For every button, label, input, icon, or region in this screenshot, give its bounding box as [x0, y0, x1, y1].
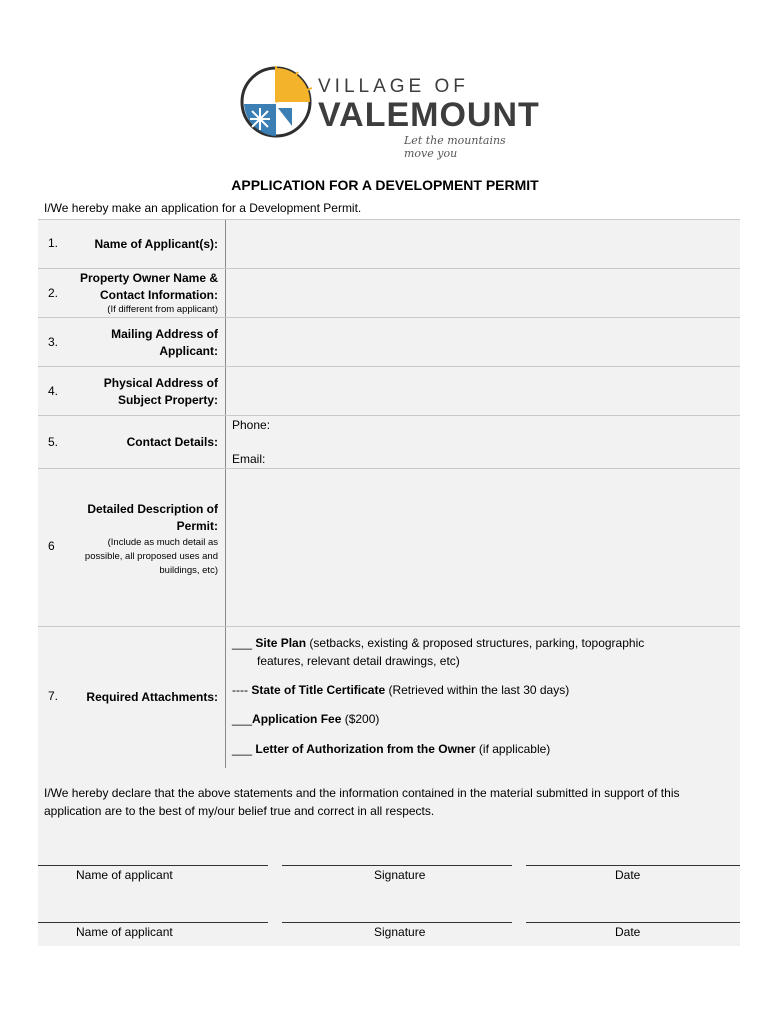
- date-label-2: Date: [615, 925, 641, 939]
- logo-line-village-of: VILLAGE OF: [318, 76, 469, 97]
- row-required-attachments: [38, 627, 740, 769]
- logo-tagline: Let the mountains move you: [404, 134, 506, 160]
- attachment-detail: (setbacks, existing & proposed structures, parking, topographic: [306, 636, 645, 650]
- declaration-section: [38, 768, 740, 946]
- row-label-cell: [38, 318, 226, 366]
- date-label-1: Date: [615, 868, 641, 882]
- property-owner-field[interactable]: [226, 269, 740, 317]
- row-physical-address: [38, 367, 740, 416]
- form-intro: I/We hereby make an application for a Development Permit.: [44, 201, 362, 215]
- attachment-blank: ___: [232, 712, 253, 726]
- attachment-title: Application Fee: [252, 712, 342, 726]
- row-label-line1: Physical Address of: [103, 376, 218, 390]
- row-label-line1: Property Owner Name &: [79, 271, 218, 285]
- permit-description-field[interactable]: [226, 469, 740, 626]
- row-label-cell: [38, 469, 226, 626]
- date-line-1[interactable]: [526, 865, 740, 866]
- contact-details-field[interactable]: [226, 416, 740, 468]
- signature-line-1[interactable]: [282, 865, 512, 866]
- phone-label: Phone:: [232, 418, 271, 432]
- attachment-detail: ($200): [341, 712, 380, 726]
- name-signature-line-2[interactable]: [38, 922, 268, 923]
- attachment-title: State of Title Certificate: [251, 683, 386, 697]
- signature-line-2[interactable]: [282, 922, 512, 923]
- row-label-note-1: (Include as much detail as: [107, 537, 218, 548]
- attachments-cell: [226, 627, 740, 768]
- attachment-blank: ___: [232, 742, 253, 756]
- declaration-text: I/We hereby declare that the above statements and the information contained in the material submitted in support of this application are to the best of my/our belief true and correct in all respects.: [44, 786, 680, 818]
- mailing-address-field[interactable]: [226, 318, 740, 366]
- row-number: 1.: [48, 236, 59, 250]
- row-label-line2: Permit:: [176, 519, 218, 533]
- row-number: 4.: [48, 384, 59, 398]
- date-line-2[interactable]: [526, 922, 740, 923]
- name-of-applicant-label-2: Name of applicant: [76, 925, 173, 939]
- row-label-cell: [38, 627, 226, 768]
- row-mailing-address: [38, 318, 740, 367]
- logo-line-valemount: VALEMOUNT: [318, 96, 540, 134]
- email-label: Email:: [232, 452, 266, 466]
- row-label-line1: Detailed Description of: [87, 502, 218, 516]
- form-title: APPLICATION FOR A DEVELOPMENT PERMIT: [231, 177, 539, 193]
- row-number: 6: [48, 539, 55, 553]
- row-number: 3.: [48, 335, 59, 349]
- physical-address-field[interactable]: [226, 367, 740, 415]
- signature-label-2: Signature: [374, 925, 426, 939]
- attachment-title: Letter of Authorization from the Owner: [255, 742, 476, 756]
- attachment-state-of-title[interactable]: [232, 681, 569, 699]
- attachment-application-fee[interactable]: [232, 710, 379, 728]
- row-label-line1: Mailing Address of: [111, 327, 218, 341]
- row-contact-details: [38, 416, 740, 469]
- row-label-note: (If different from applicant): [107, 304, 218, 315]
- row-label-note-3: buildings, etc): [159, 565, 218, 576]
- sun-snowflake-emblem-icon: [238, 64, 318, 144]
- row-number: 7.: [48, 689, 59, 703]
- row-label-cell: [38, 269, 226, 317]
- row-number: 5.: [48, 435, 59, 449]
- row-label-cell: [38, 220, 226, 268]
- name-of-applicant-label-1: Name of applicant: [76, 868, 173, 882]
- row-number: 2.: [48, 286, 59, 300]
- row-label-cell: [38, 416, 226, 468]
- attachment-detail: (Retrieved within the last 30 days): [385, 683, 570, 697]
- name-signature-line-1[interactable]: [38, 865, 268, 866]
- attachment-blank: ----: [232, 683, 248, 697]
- row-applicant-name: [38, 220, 740, 269]
- attachment-blank: ___: [232, 636, 253, 650]
- row-label: Contact Details:: [126, 435, 218, 449]
- attachment-detail: (if applicable): [475, 742, 551, 756]
- row-property-owner: [38, 269, 740, 318]
- row-label-line2: Applicant:: [159, 344, 218, 358]
- row-label: Required Attachments:: [86, 690, 218, 704]
- row-label-line2: Contact Information:: [100, 288, 218, 302]
- attachment-letter-of-authorization[interactable]: [232, 740, 550, 758]
- attachment-detail-line2: features, relevant detail drawings, etc): [257, 654, 460, 668]
- attachment-title: Site Plan: [255, 636, 307, 650]
- row-label-line2: Subject Property:: [117, 393, 218, 407]
- village-logo: [238, 62, 540, 160]
- row-label-note-2: possible, all proposed uses and: [84, 551, 218, 562]
- row-label-cell: [38, 367, 226, 415]
- row-label: Name of Applicant(s):: [94, 237, 218, 251]
- signature-label-1: Signature: [374, 868, 426, 882]
- permit-form-table: [38, 219, 740, 769]
- attachment-site-plan[interactable]: [232, 634, 644, 670]
- applicant-name-field[interactable]: [226, 220, 740, 268]
- row-permit-description: [38, 469, 740, 627]
